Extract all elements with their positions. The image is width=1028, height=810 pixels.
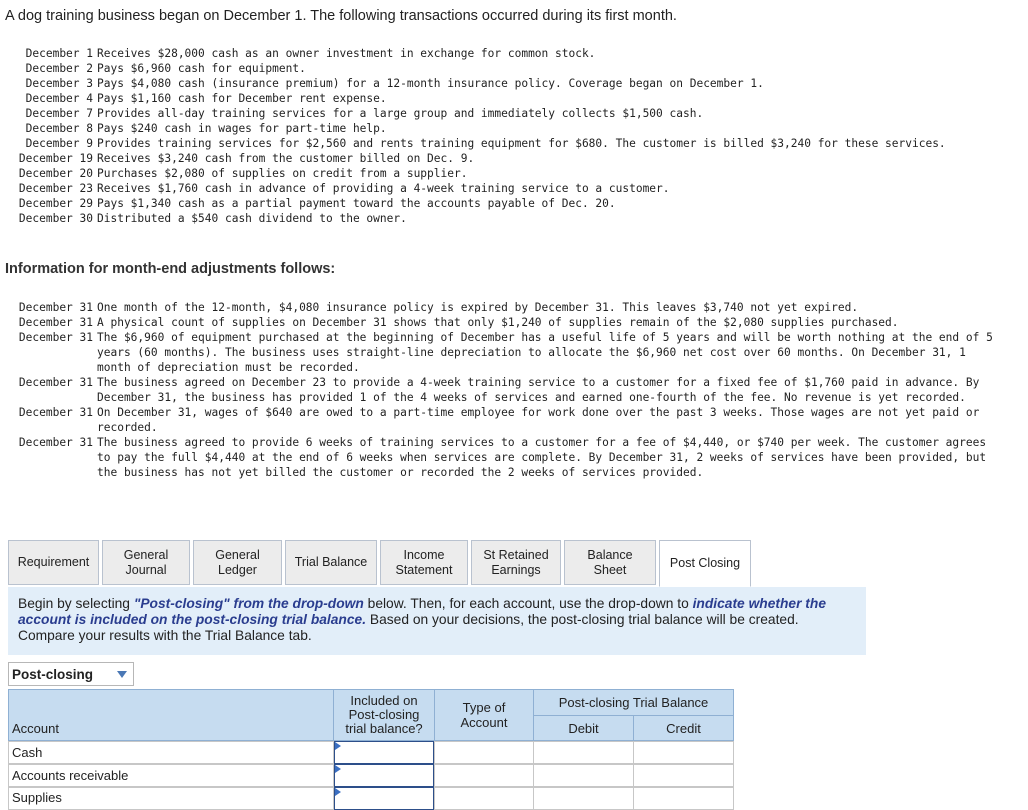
dropdown-marker-icon <box>335 742 341 750</box>
tab-general-ledger[interactable] <box>193 540 282 585</box>
adjustment-row <box>4 375 1004 405</box>
transaction-text: Receives $3,240 cash from the customer billed on Dec. 9. <box>97 152 475 165</box>
tab-label: Balance Sheet <box>587 547 633 577</box>
tab-label: Earnings <box>491 562 541 577</box>
credit-cell <box>633 764 734 787</box>
header-label: trial balance? <box>345 721 423 736</box>
requirement-tabs <box>8 540 754 587</box>
tab-st-retained-earnings[interactable] <box>471 540 561 585</box>
transaction-row <box>4 91 1004 106</box>
transaction-row <box>4 46 1004 61</box>
adjustment-text: The $6,960 of equipment purchased at the beginning of December has a useful life of 5 years and will be worth nothing at the end of 5 years (60 months). The business uses straight-line depreciation to allocate the $6,960 net cost over 60 months. On December 31, 1 month of depreciation must be recorded. <box>97 331 993 374</box>
tab-requirement[interactable] <box>8 540 99 585</box>
transaction-date: December 30 <box>18 212 93 225</box>
column-header-included <box>333 689 435 741</box>
transaction-row <box>4 196 1004 211</box>
transaction-date: December 3 <box>25 77 93 90</box>
transaction-text: Pays $1,340 cash as a partial payment toward the accounts payable of Dec. 20. <box>97 197 616 210</box>
tab-general-journal[interactable] <box>102 540 190 585</box>
instructions-text: Based on your decisions, the post-closing trial balance will be created. Compare your results with the Trial Balance tab. <box>18 612 799 643</box>
included-select[interactable] <box>334 741 434 764</box>
adjustment-text: The business agreed to provide 6 weeks of training services to a customer for a fee of $4,440, or $740 per week. The customer agrees to pay the full $4,440 at the end of 6 weeks when services are complete. By December 31, 2 weeks of services have been provided, but the business has not yet billed the customer or recorded the 2 weeks of services provided. <box>97 436 987 479</box>
adjustments-heading: Information for month-end adjustments follows: <box>5 261 336 277</box>
transaction-text: Receives $1,760 cash in advance of providing a 4-week training service to a customer. <box>97 182 670 195</box>
chevron-down-icon <box>117 671 127 678</box>
column-header-credit <box>633 715 734 741</box>
transaction-date: December 4 <box>25 92 93 105</box>
trial-balance-type-select[interactable] <box>8 662 134 686</box>
adjustment-row <box>4 315 1004 330</box>
column-header-account <box>8 689 334 741</box>
credit-cell <box>633 787 734 810</box>
transaction-row <box>4 121 1004 136</box>
transaction-row <box>4 136 1004 151</box>
adjustment-row <box>4 435 1004 480</box>
transaction-date: December 9 <box>25 137 93 150</box>
transaction-date: December 20 <box>18 167 93 180</box>
transaction-date: December 23 <box>18 182 93 195</box>
adjustment-date: December 31 <box>18 436 93 449</box>
adjustment-text: A physical count of supplies on December 31 shows that only $1,240 of supplies remain of the $2,080 supplies purchased. <box>97 316 899 329</box>
account-name-cell <box>8 787 334 810</box>
transaction-row <box>4 166 1004 181</box>
instructions-panel <box>8 587 866 655</box>
debit-cell <box>533 741 634 764</box>
instructions-highlight: "Post-closing" from the drop-down <box>133 596 364 611</box>
transaction-date: December 2 <box>25 62 93 75</box>
tab-label: Income <box>403 547 445 562</box>
transaction-row <box>4 106 1004 121</box>
transaction-date: December 29 <box>18 197 93 210</box>
tab-label: Journal <box>125 562 167 577</box>
credit-cell <box>633 741 734 764</box>
header-label: Type of <box>462 700 506 715</box>
tab-label: Trial Balance <box>294 555 368 569</box>
header-label: Credit <box>666 720 701 736</box>
header-label: Included on <box>350 693 418 708</box>
transaction-date: December 8 <box>25 122 93 135</box>
account-name: Supplies <box>12 790 62 805</box>
transaction-text: Pays $4,080 cash (insurance premium) for a 12-month insurance policy. Coverage began on December 1. <box>97 77 764 90</box>
debit-cell <box>533 764 634 787</box>
adjustment-row <box>4 405 1004 435</box>
adjustment-text: On December 31, wages of $640 are owed to a part-time employee for work done over the past 3 weeks. Those wages are not yet paid or recorded. <box>97 406 980 434</box>
debit-cell <box>533 787 634 810</box>
adjustment-date: December 31 <box>18 406 93 419</box>
header-label: Post-closing <box>348 707 420 722</box>
header-label: Debit <box>568 720 599 736</box>
problem-intro: A dog training business began on December 1. The following transactions occurred during its first month. <box>5 8 677 24</box>
adjustment-row <box>4 300 1004 315</box>
included-select[interactable] <box>334 787 434 810</box>
account-name: Accounts receivable <box>12 768 129 783</box>
transactions-list <box>4 46 1004 226</box>
transaction-row <box>4 151 1004 166</box>
select-value: Post-closing <box>12 666 94 682</box>
instructions-text: below. Then, for each account, use the drop-down to <box>363 596 693 611</box>
transaction-text: Provides training services for $2,560 and rents training equipment for $680. The customer is billed $3,240 for these services. <box>97 137 946 150</box>
instructions-text: Begin by selecting <box>18 596 134 611</box>
transaction-row <box>4 211 1004 226</box>
tab-label: Statement <box>395 562 453 577</box>
header-label: Account <box>460 715 508 730</box>
adjustment-date: December 31 <box>18 316 93 329</box>
transaction-text: Purchases $2,080 of supplies on credit from a supplier. <box>97 167 468 180</box>
transaction-row <box>4 181 1004 196</box>
header-label: Account <box>12 721 59 736</box>
transaction-date: December 19 <box>18 152 93 165</box>
adjustment-date: December 31 <box>18 301 93 314</box>
tab-balance-sheet[interactable] <box>564 540 656 585</box>
dropdown-marker-icon <box>335 765 341 773</box>
header-label: Post-closing Trial Balance <box>558 695 709 710</box>
tab-label: Requirement <box>17 555 90 569</box>
account-name-cell <box>8 741 334 764</box>
tab-label: Post Closing <box>669 556 741 570</box>
transaction-text: Receives $28,000 cash as an owner investment in exchange for common stock. <box>97 47 596 60</box>
tab-label: General <box>215 547 260 562</box>
transaction-text: Pays $6,960 cash for equipment. <box>97 62 306 75</box>
tab-label: St Retained <box>483 547 549 562</box>
adjustment-date: December 31 <box>18 331 93 344</box>
adjustment-text: One month of the 12-month, $4,080 insurance policy is expired by December 31. This leaves $3,740 not yet expired. <box>97 301 859 314</box>
column-group-header <box>533 689 734 716</box>
tab-label: General <box>123 547 169 562</box>
tab-income-statement[interactable] <box>380 540 468 585</box>
tab-label: Ledger <box>218 562 257 577</box>
adjustment-date: December 31 <box>18 376 93 389</box>
transaction-text: Provides all-day training services for a large group and immediately collects $1,500 cash. <box>97 107 704 120</box>
transaction-date: December 1 <box>25 47 93 60</box>
account-type-cell <box>434 787 534 810</box>
included-select[interactable] <box>334 764 434 787</box>
column-header-debit <box>533 715 634 741</box>
tab-trial-balance[interactable] <box>285 540 377 585</box>
transaction-text: Distributed a $540 cash dividend to the owner. <box>97 212 407 225</box>
dropdown-marker-icon <box>335 788 341 796</box>
transaction-row <box>4 76 1004 91</box>
account-name-cell <box>8 764 334 787</box>
transaction-date: December 7 <box>25 107 93 120</box>
tab-post-closing[interactable] <box>659 540 751 587</box>
account-type-cell <box>434 741 534 764</box>
column-header-type <box>434 689 534 741</box>
instructions-highlight: indicate whether the account is included on the post-closing trial balance. <box>18 596 826 627</box>
account-type-cell <box>434 764 534 787</box>
transaction-text: Pays $240 cash in wages for part-time help. <box>97 122 387 135</box>
adjustment-row <box>4 330 1004 375</box>
adjustment-text: The business agreed on December 23 to provide a 4-week training service to a customer for a fixed fee of $1,760 paid in advance. By December 31, the business has provided 1 of the 4 weeks of services and earned one-fourth of the fee. No revenue is yet recorded. <box>97 376 980 404</box>
account-name: Cash <box>12 745 43 760</box>
adjustments-list <box>4 300 1004 480</box>
transaction-text: Pays $1,160 cash for December rent expense. <box>97 92 387 105</box>
transaction-row <box>4 61 1004 76</box>
